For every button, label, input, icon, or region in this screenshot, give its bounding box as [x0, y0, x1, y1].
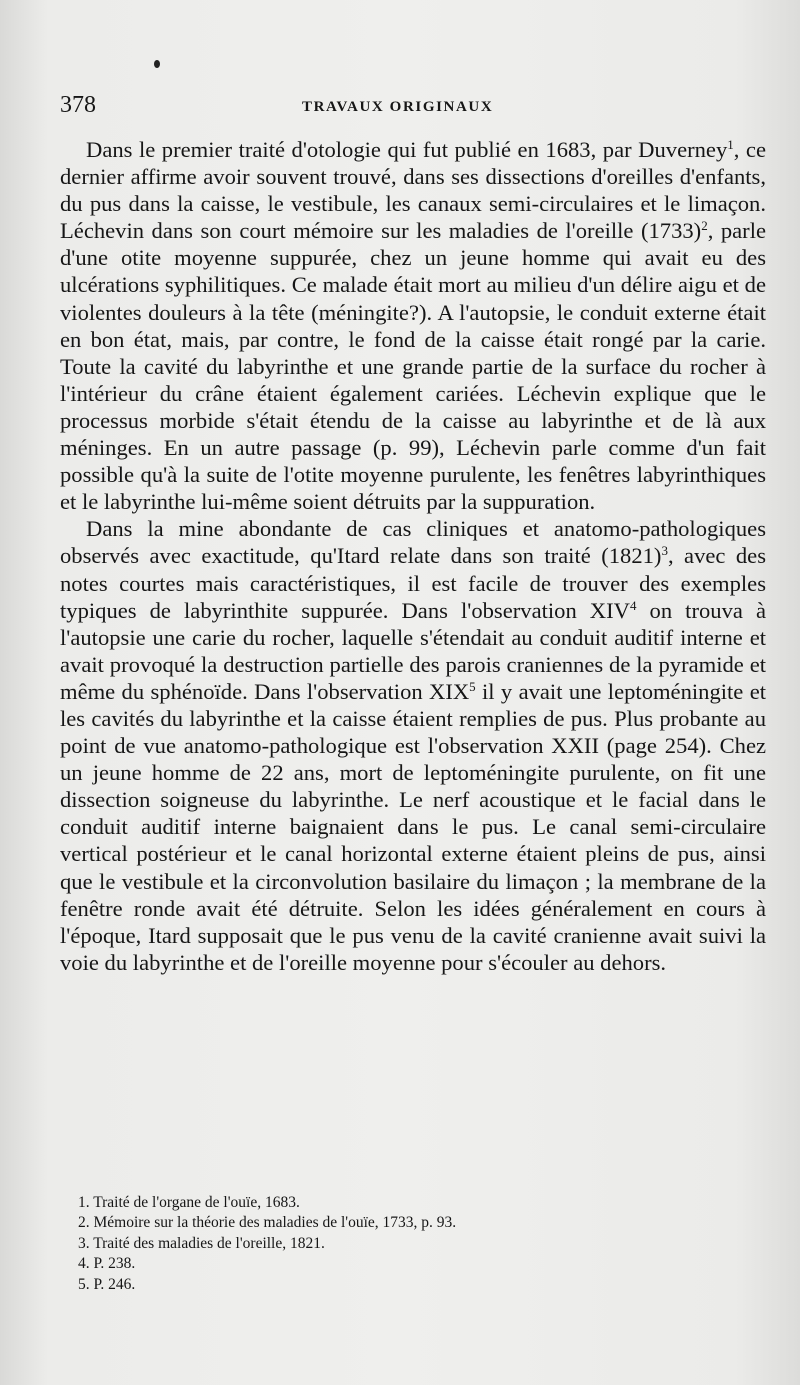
footnote: 4. P. 238. — [78, 1255, 136, 1273]
footnote-ref: 4 — [629, 597, 637, 613]
footnote: 2. Mémoire sur la théorie des maladies de l'ouïe, 1733, p. 93. — [78, 1214, 457, 1232]
footnote-ref: 3 — [661, 543, 668, 559]
text-run: , avec des notes courtes mais caractéristiques, il est facile de trouver des exemples typiques de labyrinthite suppurée. Dans l'observation XIV — [60, 543, 766, 623]
footnote: 3. Traité des maladies de l'oreille, 1821. — [78, 1234, 325, 1252]
footnote-ref: 1 — [727, 137, 734, 152]
page-number: 378 — [60, 92, 96, 118]
text-run: Dans le premier traité d'otologie qui fut publié en 1683, par Duverney — [86, 137, 728, 162]
footnote: 5. P. 246. — [78, 1275, 136, 1293]
body-text — [60, 136, 766, 976]
footnote-ref: 2 — [701, 218, 708, 234]
running-title: TRAVAUX ORIGINAUX — [302, 99, 494, 115]
text-run: Dans la mine abondante de cas cliniques et anatomo-pathologiques observés avec exactitude, qu'Itard relate dans son traité (1821) — [60, 516, 766, 569]
paragraph — [60, 136, 766, 515]
footnote: 1. Traité de l'organe de l'ouïe, 1683. — [78, 1194, 300, 1211]
paragraph — [60, 515, 766, 976]
text-run: , parle d'une otite moyenne suppurée, chez un jeune homme qui avait eu des ulcérations syphilitiques. Ce malade était mort au milieu d'un délire aigu et de violentes douleurs à la tête (méningite?). A l'autopsie, le conduit externe était en bon état, mais, par contre, le fond de la caisse était rongé par la carie. Toute la cavité du labyrinthe et une grande partie de la surface du rocher à l'intérieur du crâne étaient également cariées. Léchevin explique que le processus morbide s'était étendu de la caisse au labyrinthe et de là aux méninges. En un autre passage (p. 99), Léchevin parle comme d'un fait possible qu'à la suite de l'otite moyenne purulente, les fenêtres labyrinthiques et le labyrinthe lui-même soient détruits par la suppuration. — [60, 218, 767, 515]
ink-speck — [154, 60, 160, 68]
text-run: il y avait une leptoméningite et les cavités du labyrinthe et la caisse étaient remplies de pus. Plus probante au point de vue anatomo-pathologique est l'observation XXII (page 254). Chez un jeune homme de 22 ans, mort de leptoméningite purulente, on fit une dissection soigneuse du labyrinthe. Le nerf acoustique et le facial dans le conduit auditif interne baignaient dans le pus. Le canal semi-circulaire vertical postérieur et le canal horizontal externe étaient pleins de pus, ainsi que le vestibule et la circonvolution basilaire du limaçon ; la membrane de la fenêtre ronde avait été détruite. Selon les idées généralement en cours à l'époque, Itard supposait que le pus venu de la cavité cranienne avait suivi la voie du labyrinthe et de l'oreille moyenne pour s'écouler au dehors. — [60, 678, 766, 975]
page-header — [60, 92, 760, 122]
footnote-ref: 5 — [469, 678, 476, 694]
text-run: on trouva à l'autopsie une carie du rocher, laquelle s'étendait au conduit auditif interne et avait provoqué la destruction partielle des parois craniennes de la pyramide et même du sphénoïde. Dans l'observation XIX — [60, 597, 766, 704]
footnotes — [78, 1193, 718, 1295]
text-run: , ce dernier affirme avoir souvent trouvé, dans ses dissections d'oreilles d'enfants, du pus dans la caisse, le vestibule, les canaux semi-circulaires et le limaçon. Léchevin dans son court mémoire sur les maladies de l'oreille (1733) — [60, 137, 766, 244]
